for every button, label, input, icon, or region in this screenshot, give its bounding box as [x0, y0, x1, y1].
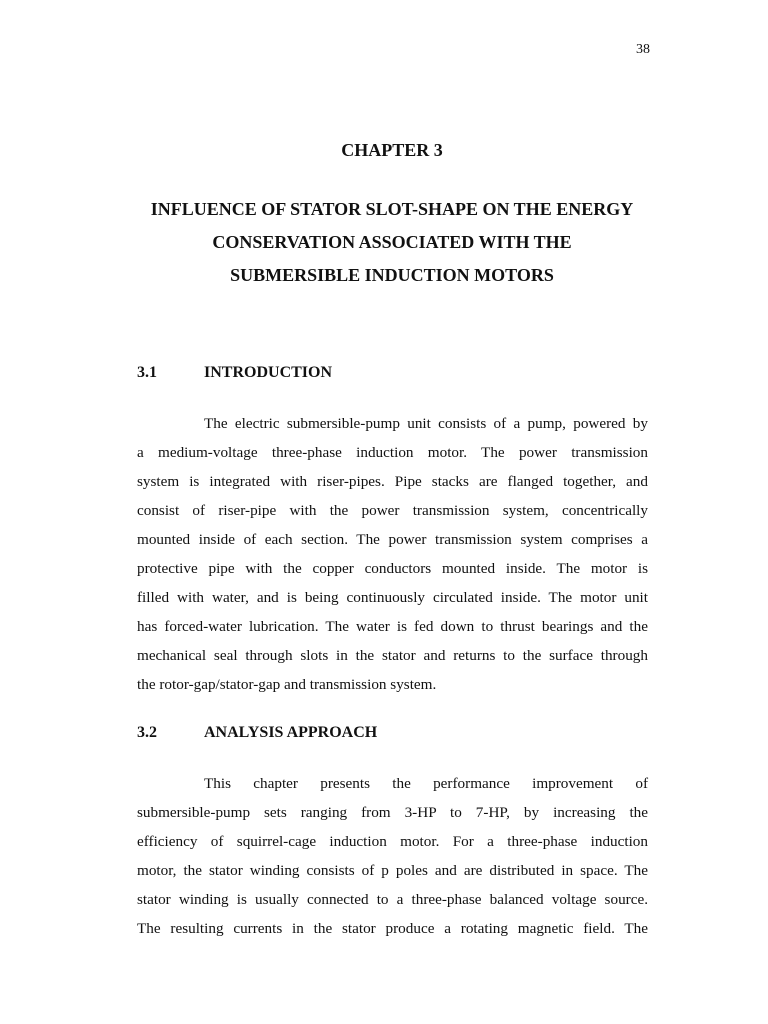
section-heading-introduction: [137, 364, 332, 382]
section-title: INTRODUCTION: [204, 364, 333, 381]
paragraph-line: a medium-voltage three-phase induction motor. The power transmission: [137, 444, 648, 461]
chapter-label: CHAPTER 3: [341, 140, 443, 160]
chapter-title-line: SUBMERSIBLE INDUCTION MOTORS: [230, 265, 554, 285]
paragraph-line: consist of riser-pipe with the power transmission system, concentrically: [137, 502, 648, 519]
introduction-paragraph: [137, 409, 648, 699]
paragraph-line: the rotor-gap/stator-gap and transmission system.: [137, 676, 437, 693]
paragraph-line: submersible-pump sets ranging from 3-HP to 7-HP, by increasing the: [137, 804, 648, 821]
paragraph-line: motor, the stator winding consists of p poles and are distributed in space. The: [137, 862, 648, 879]
section-number: 3.2: [137, 724, 157, 741]
paragraph-line: filled with water, and is being continuously circulated inside. The motor unit: [137, 589, 648, 606]
chapter-title-line: CONSERVATION ASSOCIATED WITH THE: [212, 232, 572, 252]
paragraph-line: stator winding is usually connected to a three-phase balanced voltage source.: [137, 891, 648, 908]
page-number: 38: [636, 42, 650, 57]
paragraph-line: system is integrated with riser-pipes. Pipe stacks are flanged together, and: [137, 473, 648, 490]
paragraph-line: The resulting currents in the stator produce a rotating magnetic field. The: [137, 920, 648, 937]
paragraph-line: efficiency of squirrel-cage induction motor. For a three-phase induction: [137, 833, 648, 850]
section-heading-analysis-approach: [137, 724, 377, 742]
section-number: 3.1: [137, 364, 157, 381]
section-title: ANALYSIS APPROACH: [204, 724, 378, 741]
paragraph-line: This chapter presents the performance improvement of: [204, 775, 648, 792]
chapter-title: [110, 193, 674, 292]
paragraph-line: has forced-water lubrication. The water is fed down to thrust bearings and the: [137, 618, 648, 635]
paragraph-line: The electric submersible-pump unit consists of a pump, powered by: [204, 415, 648, 432]
analysis-approach-paragraph: [137, 769, 648, 943]
paragraph-line: mounted inside of each section. The power transmission system comprises a: [137, 531, 648, 548]
chapter-title-line: INFLUENCE OF STATOR SLOT-SHAPE ON THE ENERGY: [150, 199, 634, 219]
paragraph-line: protective pipe with the copper conductors mounted inside. The motor is: [137, 560, 648, 577]
paragraph-line: mechanical seal through slots in the stator and returns to the surface through: [137, 647, 648, 664]
